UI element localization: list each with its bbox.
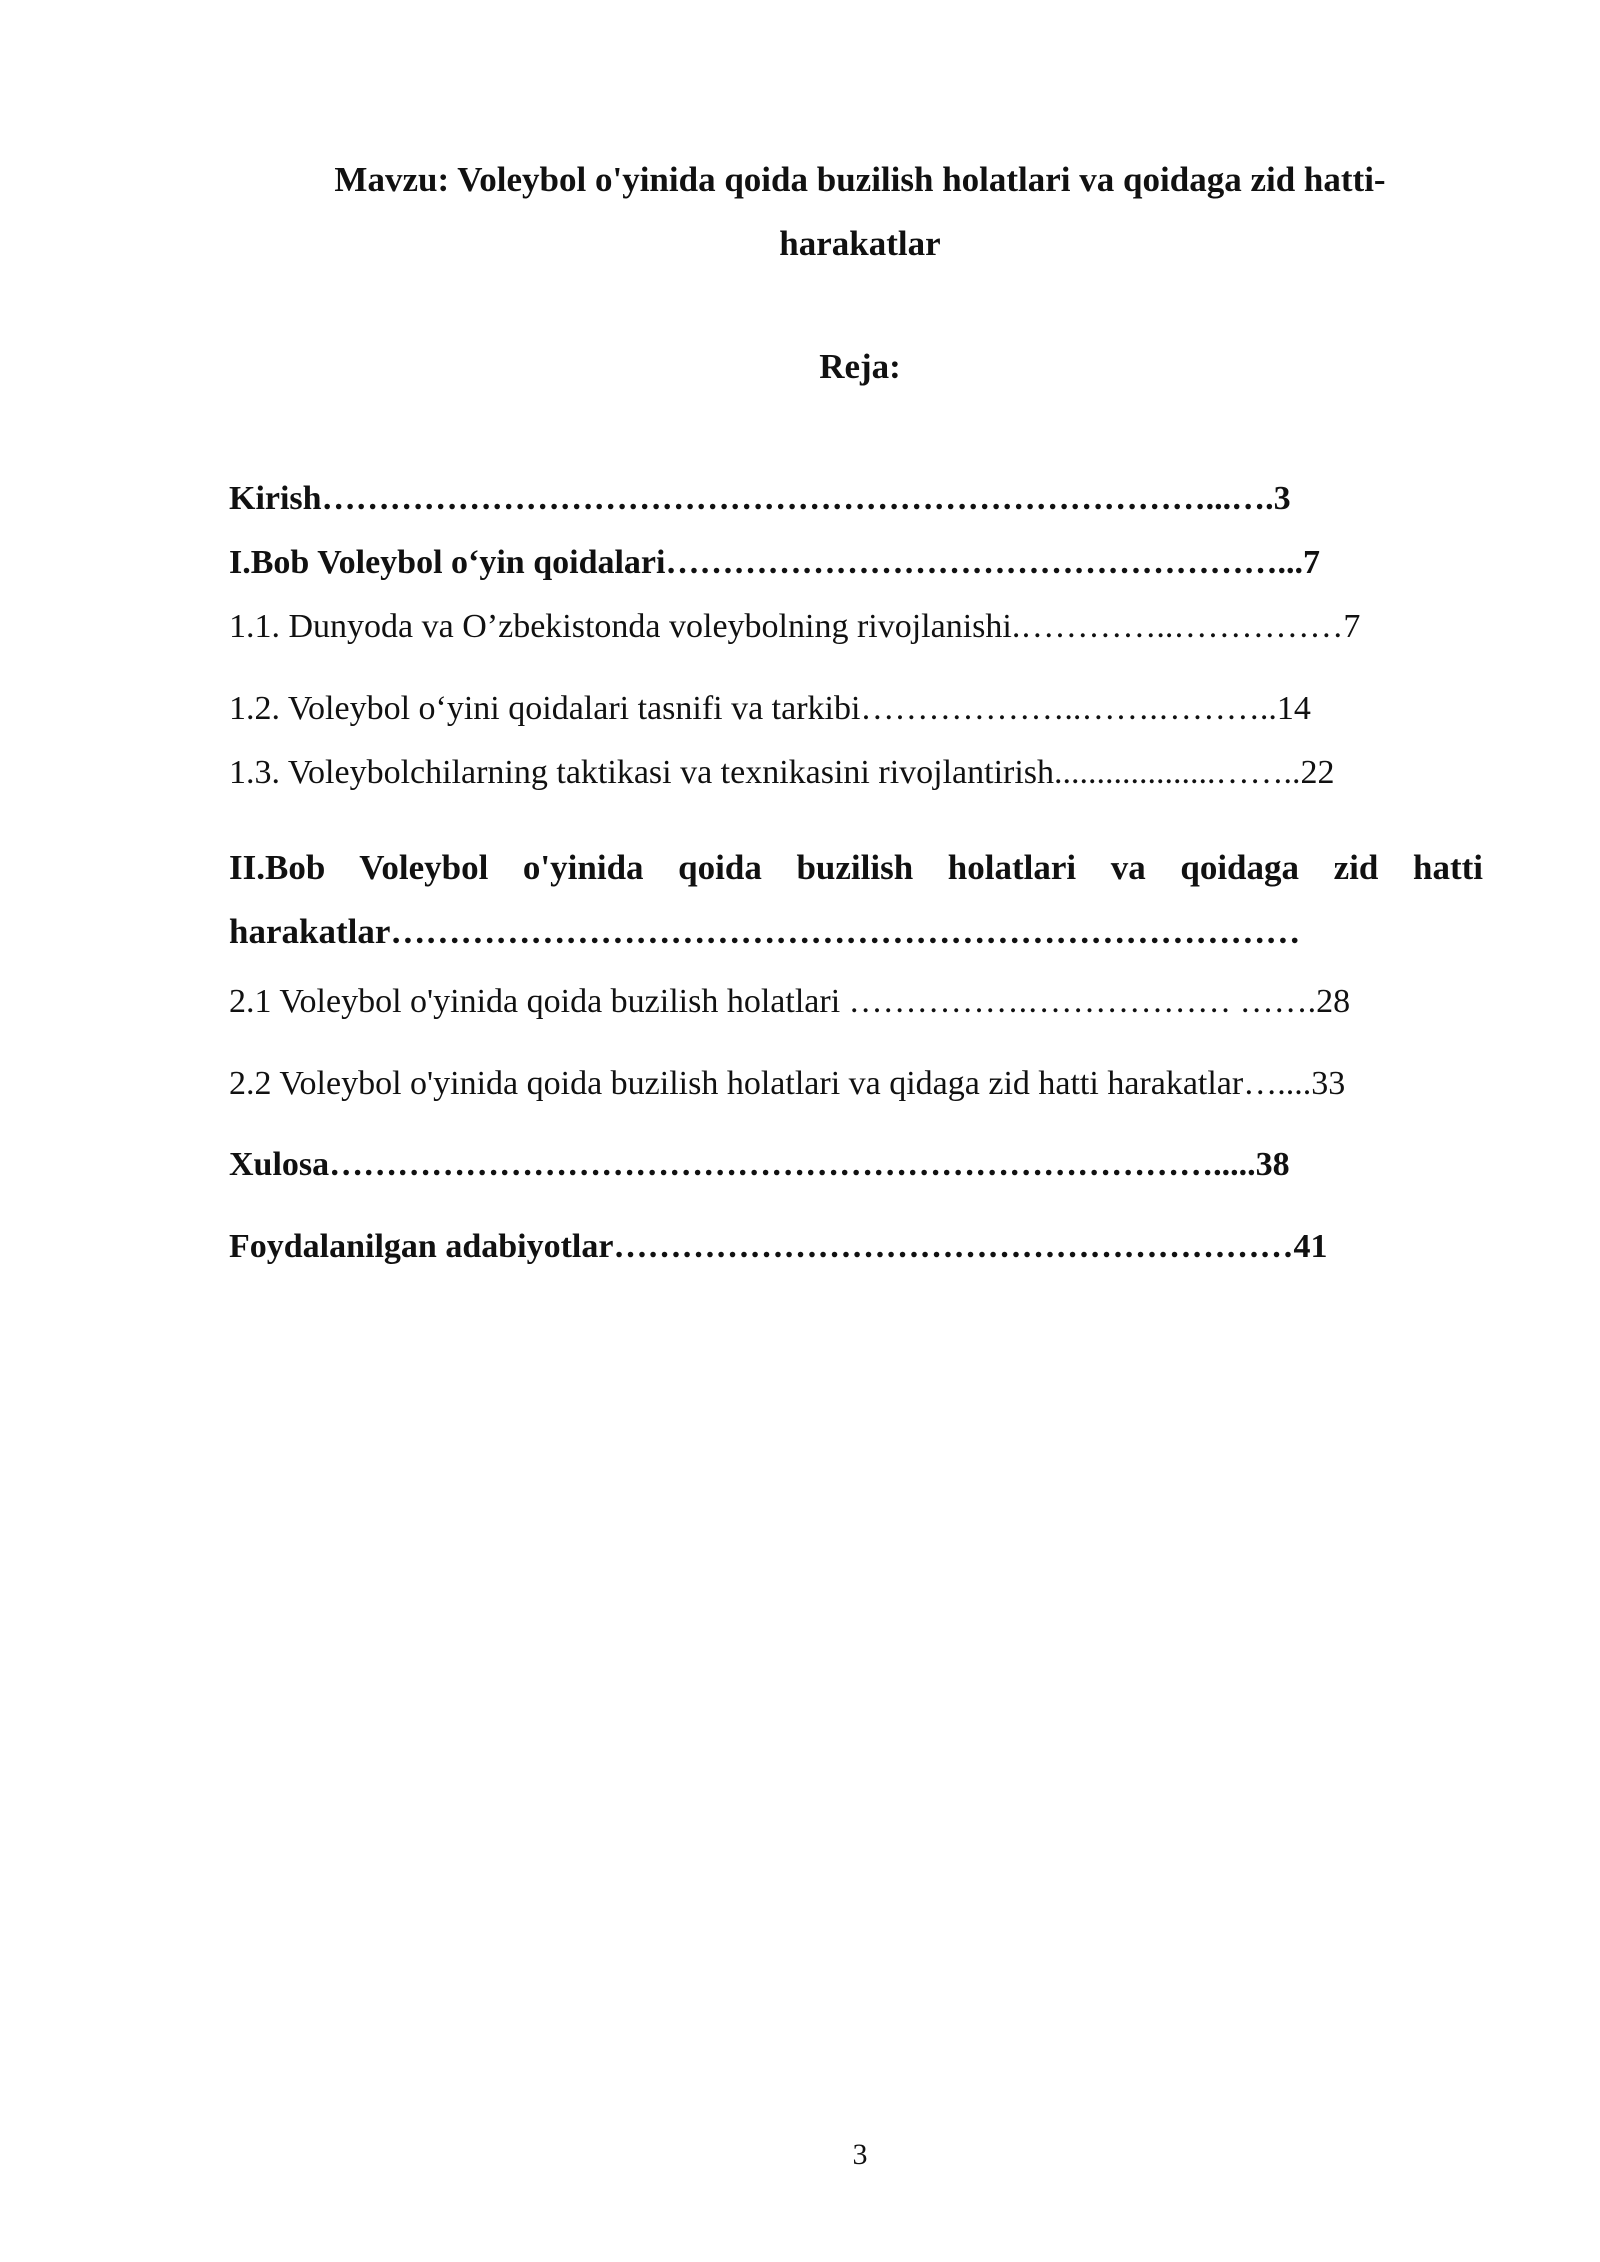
toc-entry-2-1: 2.1 Voleybol o'yinida qoida buzilish holatlari …………….……………… …….28 (229, 983, 1351, 1020)
page-number: 3 (852, 2138, 868, 2171)
toc-entry-xulosa: Xulosa…………………………………………………………………….....38 (229, 1146, 1290, 1183)
toc-entry-chapter-2-line-2: harakatlar…………………………………………………………………… (229, 912, 1301, 951)
toc-entry-kirish: Kirish……………………………………………………………………...….3 (229, 480, 1291, 517)
plan-heading: Reja: (819, 347, 901, 386)
toc-entry-bibliography: Foydalanilgan adabiyotlar……………………………………………………41 (229, 1228, 1328, 1265)
toc-entry-1-3: 1.3. Voleybolchilarning taktikasi va texnikasini rivojlantirish...................……..22 (229, 754, 1335, 791)
document-title: Mavzu: Voleybol o'yinida qoida buzilish holatlari va qoidaga zid hatti-harakatlar (334, 160, 1386, 263)
toc-entry-chapter-2-line-1: II.Bob Voleybol o'yinida qoida buzilish holatlari va qoidaga zid hatti (229, 848, 1483, 887)
toc-entry-1-2: 1.2. Voleybol o‘yini qoidalari tasnifi va tarkibi………………..…….………..14 (229, 690, 1311, 727)
toc-entry-1-1: 1.1. Dunyoda va O’zbekistonda voleybolning rivojlanishi.…………..……………7 (229, 608, 1361, 645)
toc-entry-chapter-1: I.Bob Voleybol o‘yin qoidalari………………………………………………...7 (229, 544, 1320, 581)
toc-entry-2-2: 2.2 Voleybol o'yinida qoida buzilish holatlari va qidaga zid hatti harakatlar…....33 (229, 1065, 1346, 1102)
toc-entry-chapter-2 (229, 836, 1483, 964)
